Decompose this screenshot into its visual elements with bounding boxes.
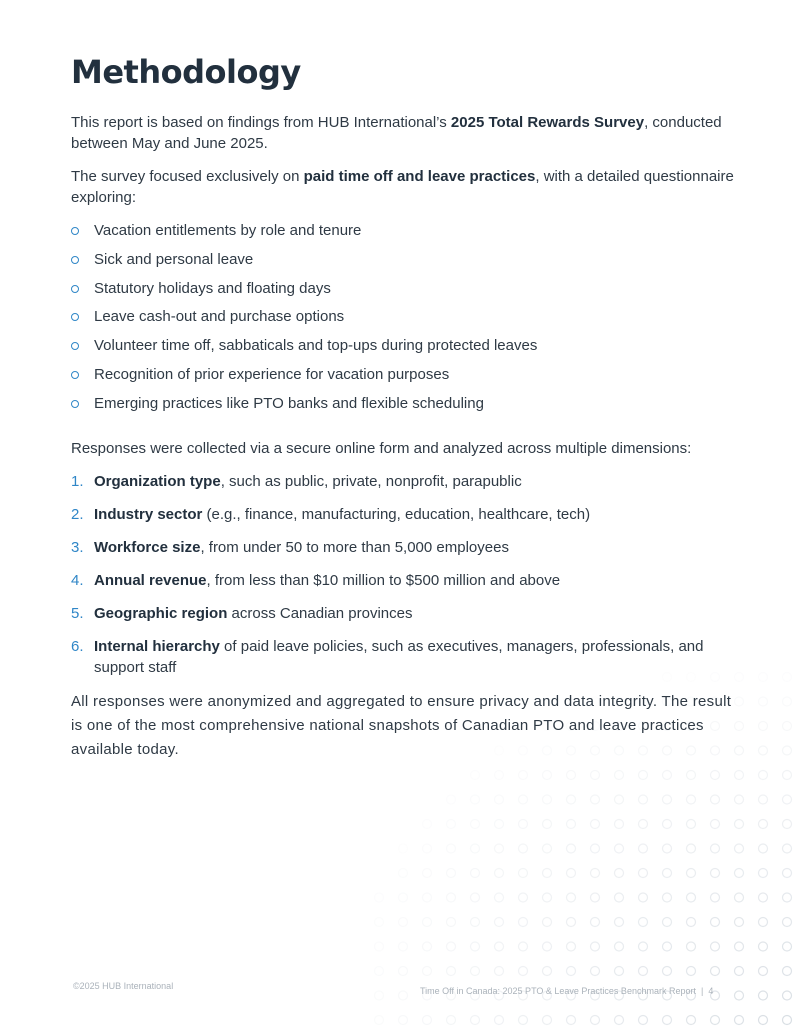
circle-bullet-icon [71, 227, 79, 235]
decorative-dot [759, 795, 768, 804]
focus-text: The survey focused exclusively on [71, 168, 304, 185]
list-item [71, 537, 736, 558]
decorative-dot [663, 1016, 672, 1025]
circle-bullet-icon [71, 342, 79, 350]
decorative-dot [399, 844, 408, 853]
decorative-dot [591, 918, 600, 927]
decorative-dot [519, 1016, 528, 1025]
decorative-dot [735, 869, 744, 878]
decorative-dot [519, 820, 528, 829]
decorative-dot [783, 746, 792, 755]
decorative-dot [399, 893, 408, 902]
decorative-dot [759, 991, 768, 1000]
decorative-dot [783, 991, 792, 1000]
decorative-dot [591, 942, 600, 951]
decorative-dot [543, 893, 552, 902]
list-item [71, 364, 736, 385]
decorative-dot [663, 869, 672, 878]
footer-separator: | [700, 986, 704, 996]
closing-paragraph: All responses were anonymized and aggregated to ensure privacy and data integrity. The result is one of the most comprehensive national snapshots of Canadian PTO and leave practices available today. [71, 692, 732, 758]
decorative-dot [759, 967, 768, 976]
circle-bullet-icon [71, 313, 79, 321]
decorative-dot [495, 869, 504, 878]
decorative-dot [759, 697, 768, 706]
decorative-dot [615, 967, 624, 976]
decorative-dot [711, 893, 720, 902]
decorative-dot [759, 844, 768, 853]
dimension-name: Annual revenue [94, 571, 207, 589]
decorative-dot [615, 844, 624, 853]
focus-highlight: paid time off and leave practices [303, 168, 536, 185]
decorative-dot [687, 967, 696, 976]
topic-text: Statutory holidays and floating days [94, 279, 331, 297]
topic-text: Emerging practices like PTO banks and flexible scheduling [94, 394, 484, 412]
decorative-dot [783, 697, 792, 706]
decorative-dot [543, 820, 552, 829]
decorative-dot [495, 893, 504, 902]
decorative-dot [567, 1016, 576, 1025]
decorative-dot [423, 844, 432, 853]
decorative-dot [471, 1016, 480, 1025]
decorative-dot [663, 820, 672, 829]
decorative-dot [711, 820, 720, 829]
decorative-dot [423, 967, 432, 976]
decorative-dot [495, 844, 504, 853]
decorative-dot [399, 1016, 408, 1025]
dimension-detail: of paid leave policies, such as executives, managers, professionals, and support staff [94, 637, 704, 676]
decorative-dot [519, 795, 528, 804]
list-item [71, 393, 736, 414]
decorative-dot [543, 942, 552, 951]
circle-bullet-icon [71, 371, 79, 379]
decorative-dot [735, 1016, 744, 1025]
decorative-dot [543, 918, 552, 927]
decorative-dot [711, 869, 720, 878]
decorative-dot [471, 967, 480, 976]
decorative-dot [735, 844, 744, 853]
decorative-dot [375, 967, 384, 976]
decorative-dot [471, 795, 480, 804]
list-number: 1. [71, 472, 84, 490]
decorative-dot [519, 942, 528, 951]
decorative-dot [495, 918, 504, 927]
decorative-dot [711, 942, 720, 951]
decorative-dot [471, 918, 480, 927]
list-number: 6. [71, 637, 84, 655]
decorative-dot [735, 795, 744, 804]
decorative-dot [735, 820, 744, 829]
decorative-dot [543, 967, 552, 976]
topic-text: Vacation entitlements by role and tenure [94, 222, 362, 239]
decorative-dot [711, 844, 720, 853]
decorative-dot [639, 844, 648, 853]
decorative-dot [447, 942, 456, 951]
decorative-dot [519, 967, 528, 976]
circle-bullet-icon [71, 285, 79, 293]
decorative-dot [615, 893, 624, 902]
decorative-dot [639, 942, 648, 951]
decorative-dot [759, 869, 768, 878]
decorative-dot [759, 746, 768, 755]
topic-text: Recognition of prior experience for vacation purposes [94, 365, 450, 383]
decorative-dot [687, 942, 696, 951]
decorative-dot [783, 795, 792, 804]
decorative-dot [759, 820, 768, 829]
decorative-dot [711, 967, 720, 976]
decorative-dot [471, 893, 480, 902]
decorative-dot [687, 795, 696, 804]
circle-bullet-icon [71, 400, 79, 408]
decorative-dot [591, 869, 600, 878]
intro-paragraph [71, 112, 736, 154]
decorative-dot [783, 893, 792, 902]
decorative-dot [447, 795, 456, 804]
list-item [71, 335, 736, 356]
intro-text: This report is based on findings from HUB International’s [71, 114, 451, 131]
decorative-dot [567, 967, 576, 976]
topic-text: Sick and personal leave [94, 250, 254, 268]
decorative-dot [447, 967, 456, 976]
decorative-dot [687, 918, 696, 927]
list-item [71, 220, 736, 241]
page-title: Methodology [71, 53, 301, 91]
decorative-dot [759, 771, 768, 780]
decorative-dot [519, 893, 528, 902]
decorative-dot [687, 820, 696, 829]
list-number: 3. [71, 538, 84, 556]
decorative-dot [495, 1016, 504, 1025]
footer-copyright: ©2025 HUB International [73, 981, 174, 991]
decorative-dot [399, 869, 408, 878]
decorative-dot [759, 942, 768, 951]
dimension-name: Organization type [94, 472, 221, 490]
decorative-dot [735, 991, 744, 1000]
decorative-dot [615, 1016, 624, 1025]
decorative-dot [399, 918, 408, 927]
decorative-dot [783, 967, 792, 976]
decorative-dot [615, 942, 624, 951]
decorative-dot [567, 869, 576, 878]
decorative-dot [639, 869, 648, 878]
decorative-dot [519, 869, 528, 878]
decorative-dot [399, 942, 408, 951]
decorative-dot [783, 918, 792, 927]
dimension-detail: , from under 50 to more than 5,000 employees [200, 538, 509, 556]
decorative-dot [639, 795, 648, 804]
dimension-detail: across Canadian provinces [227, 604, 413, 622]
decorative-dot [519, 844, 528, 853]
decorative-dot [687, 1016, 696, 1025]
dimension-detail: , from less than $10 million to $500 million and above [206, 571, 561, 589]
decorative-dot [375, 893, 384, 902]
list-number: 4. [71, 571, 84, 589]
decorative-dot [783, 869, 792, 878]
decorative-dot [711, 918, 720, 927]
dimension-name: Geographic region [94, 604, 228, 622]
decorative-dot [783, 820, 792, 829]
footer-report-info [420, 986, 713, 996]
footer-report-title: Time Off in Canada: 2025 PTO & Leave Practices Benchmark Report [420, 986, 696, 996]
decorative-dot [447, 844, 456, 853]
decorative-dot [639, 918, 648, 927]
decorative-dot [567, 893, 576, 902]
dimension-name: Internal hierarchy [94, 637, 220, 655]
decorative-dot [447, 893, 456, 902]
decorative-dot [567, 795, 576, 804]
decorative-dot [687, 869, 696, 878]
decorative-dot [735, 918, 744, 927]
list-item [71, 570, 736, 591]
list-item [71, 504, 736, 525]
decorative-dot [639, 1016, 648, 1025]
decorative-dot [375, 918, 384, 927]
decorative-dot [783, 942, 792, 951]
topic-text: Leave cash-out and purchase options [94, 308, 345, 326]
page-number: 4 [708, 986, 714, 996]
survey-name: 2025 Total Rewards Survey [450, 114, 645, 131]
decorative-dot [399, 991, 408, 1000]
decorative-dot [615, 820, 624, 829]
decorative-dot [447, 869, 456, 878]
decorative-dot [759, 918, 768, 927]
decorative-dot [447, 1016, 456, 1025]
topic-list [71, 220, 736, 414]
decorative-dot [759, 722, 768, 731]
decorative-dot [735, 942, 744, 951]
list-number: 2. [71, 505, 84, 523]
decorative-dot [591, 967, 600, 976]
decorative-dot [591, 795, 600, 804]
decorative-dot [543, 869, 552, 878]
decorative-dot [615, 869, 624, 878]
decorative-dot [567, 918, 576, 927]
decorative-dot [447, 820, 456, 829]
intro-text-end: , conducted between May and June 2025. [71, 114, 722, 152]
decorative-dot [687, 844, 696, 853]
decorative-dot [663, 918, 672, 927]
decorative-dot [735, 967, 744, 976]
decorative-dot [759, 673, 768, 682]
decorative-dot [591, 893, 600, 902]
dimension-detail: (e.g., finance, manufacturing, education, healthcare, tech) [202, 505, 591, 523]
decorative-dot [663, 795, 672, 804]
decorative-dot [783, 673, 792, 682]
decorative-dot [399, 967, 408, 976]
decorative-dot [663, 942, 672, 951]
list-item [71, 249, 736, 270]
decorative-dot [447, 918, 456, 927]
decorative-dot [423, 942, 432, 951]
decorative-dot [495, 967, 504, 976]
dimension-name: Workforce size [94, 538, 201, 556]
decorative-dot [471, 869, 480, 878]
decorative-dot [471, 844, 480, 853]
decorative-dot [615, 795, 624, 804]
decorative-dot [375, 991, 384, 1000]
decorative-dot [423, 1016, 432, 1025]
decorative-dot [423, 820, 432, 829]
decorative-dot [495, 795, 504, 804]
list-item [71, 471, 736, 492]
focus-paragraph [71, 166, 736, 208]
decorative-dot [639, 967, 648, 976]
dimension-list [71, 471, 736, 678]
list-item [71, 636, 736, 678]
decorative-dot [591, 820, 600, 829]
list-item [71, 603, 736, 624]
decorative-dot [543, 795, 552, 804]
list-item [71, 278, 736, 299]
decorative-dot [615, 918, 624, 927]
decorative-dot [543, 844, 552, 853]
decorative-dot [783, 722, 792, 731]
decorative-dot [591, 844, 600, 853]
decorative-dot [423, 893, 432, 902]
decorative-dot [759, 893, 768, 902]
decorative-dot [783, 1016, 792, 1025]
decorative-dot [639, 893, 648, 902]
decorative-dot [783, 771, 792, 780]
decorative-dot [471, 820, 480, 829]
decorative-dot [495, 820, 504, 829]
decorative-dot [639, 820, 648, 829]
decorative-dot [423, 918, 432, 927]
dimension-name: Industry sector [94, 505, 203, 523]
decorative-dot [519, 918, 528, 927]
decorative-dot [663, 844, 672, 853]
topic-text: Volunteer time off, sabbaticals and top-ups during protected leaves [94, 337, 538, 355]
decorative-dot [663, 893, 672, 902]
decorative-dot [567, 942, 576, 951]
decorative-dot [423, 869, 432, 878]
decorative-dot [471, 942, 480, 951]
decorative-dot [783, 844, 792, 853]
circle-bullet-icon [71, 256, 79, 264]
decorative-dot [591, 1016, 600, 1025]
responses-intro: Responses were collected via a secure online form and analyzed across multiple dimensions: [71, 439, 692, 457]
methodology-page [71, 50, 736, 774]
decorative-dot [711, 1016, 720, 1025]
decorative-dot [567, 820, 576, 829]
list-item [71, 306, 736, 327]
focus-text-end: , with a detailed questionnaire exploring: [71, 168, 734, 206]
decorative-dot [375, 1016, 384, 1025]
decorative-dot [735, 893, 744, 902]
decorative-dot [375, 942, 384, 951]
decorative-dot [759, 1016, 768, 1025]
decorative-dot [663, 967, 672, 976]
decorative-dot [543, 1016, 552, 1025]
decorative-dot [495, 942, 504, 951]
list-number: 5. [71, 604, 84, 622]
decorative-dot [711, 795, 720, 804]
decorative-dot [567, 844, 576, 853]
decorative-dot [687, 893, 696, 902]
dimension-detail: , such as public, private, nonprofit, parapublic [220, 472, 522, 490]
